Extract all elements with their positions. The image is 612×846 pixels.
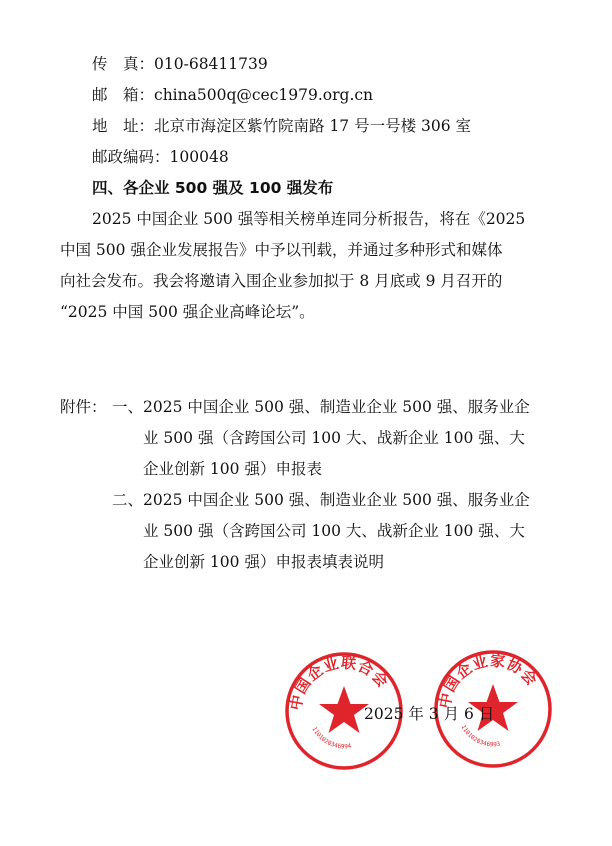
attachment-item-line: 二、2025 中国企业 500 强、制造业企业 500 强、服务业企 bbox=[112, 491, 530, 509]
paragraph-line: 2025 中国企业 500 强等相关榜单连同分析报告，将在《2025 bbox=[92, 210, 526, 228]
paragraph-line: 中国 500 强企业发展报告》中予以刊载，并通过多种形式和媒体 bbox=[60, 241, 503, 259]
address-line bbox=[92, 116, 471, 136]
postcode-value: 100048 bbox=[169, 148, 229, 166]
seal-text: 中国企业联合会 bbox=[286, 653, 393, 712]
email-line bbox=[92, 85, 373, 105]
email-value: china500q@cec1979.org.cn bbox=[154, 86, 374, 104]
seal-code: 1101020346994 bbox=[310, 725, 352, 751]
address-value: 北京市海淀区紫竹院南路 17 号一号楼 306 室 bbox=[154, 117, 472, 135]
fax-value: 010-68411739 bbox=[154, 55, 268, 73]
postcode-label: 邮政编码： bbox=[92, 148, 170, 166]
star-icon bbox=[319, 686, 369, 733]
address-label: 地 址： bbox=[92, 117, 155, 135]
fax-line bbox=[92, 54, 268, 74]
section-heading: 四、各企业 500 强及 100 强发布 bbox=[92, 179, 334, 197]
fax-label: 传 真： bbox=[92, 55, 155, 73]
document-date: 2025 年 3 月 6 日 bbox=[364, 705, 495, 723]
postcode-line bbox=[92, 147, 229, 167]
seal-text: 中国企业家协会 bbox=[435, 651, 542, 710]
attachment-item-line: 业 500 强（含跨国公司 100 大、战新企业 100 强、大 bbox=[143, 522, 525, 540]
seal-code: 1101020346993 bbox=[459, 723, 501, 749]
paragraph-line: “2025 中国 500 强企业高峰论坛”。 bbox=[60, 303, 315, 321]
attachment-item-line: 企业创新 100 强）申报表 bbox=[143, 460, 322, 478]
email-label: 邮 箱： bbox=[92, 86, 155, 104]
attachment-item-line: 业 500 强（含跨国公司 100 大、战新企业 100 强、大 bbox=[143, 429, 525, 447]
attachment-item-line: 企业创新 100 强）申报表填表说明 bbox=[143, 553, 384, 571]
attachment-label: 附件： bbox=[60, 398, 107, 416]
paragraph-line: 向社会发布。我会将邀请入围企业参加拟于 8 月底或 9 月召开的 bbox=[60, 272, 503, 290]
attachment-item-line: 一、2025 中国企业 500 强、制造业企业 500 强、服务业企 bbox=[112, 398, 530, 416]
